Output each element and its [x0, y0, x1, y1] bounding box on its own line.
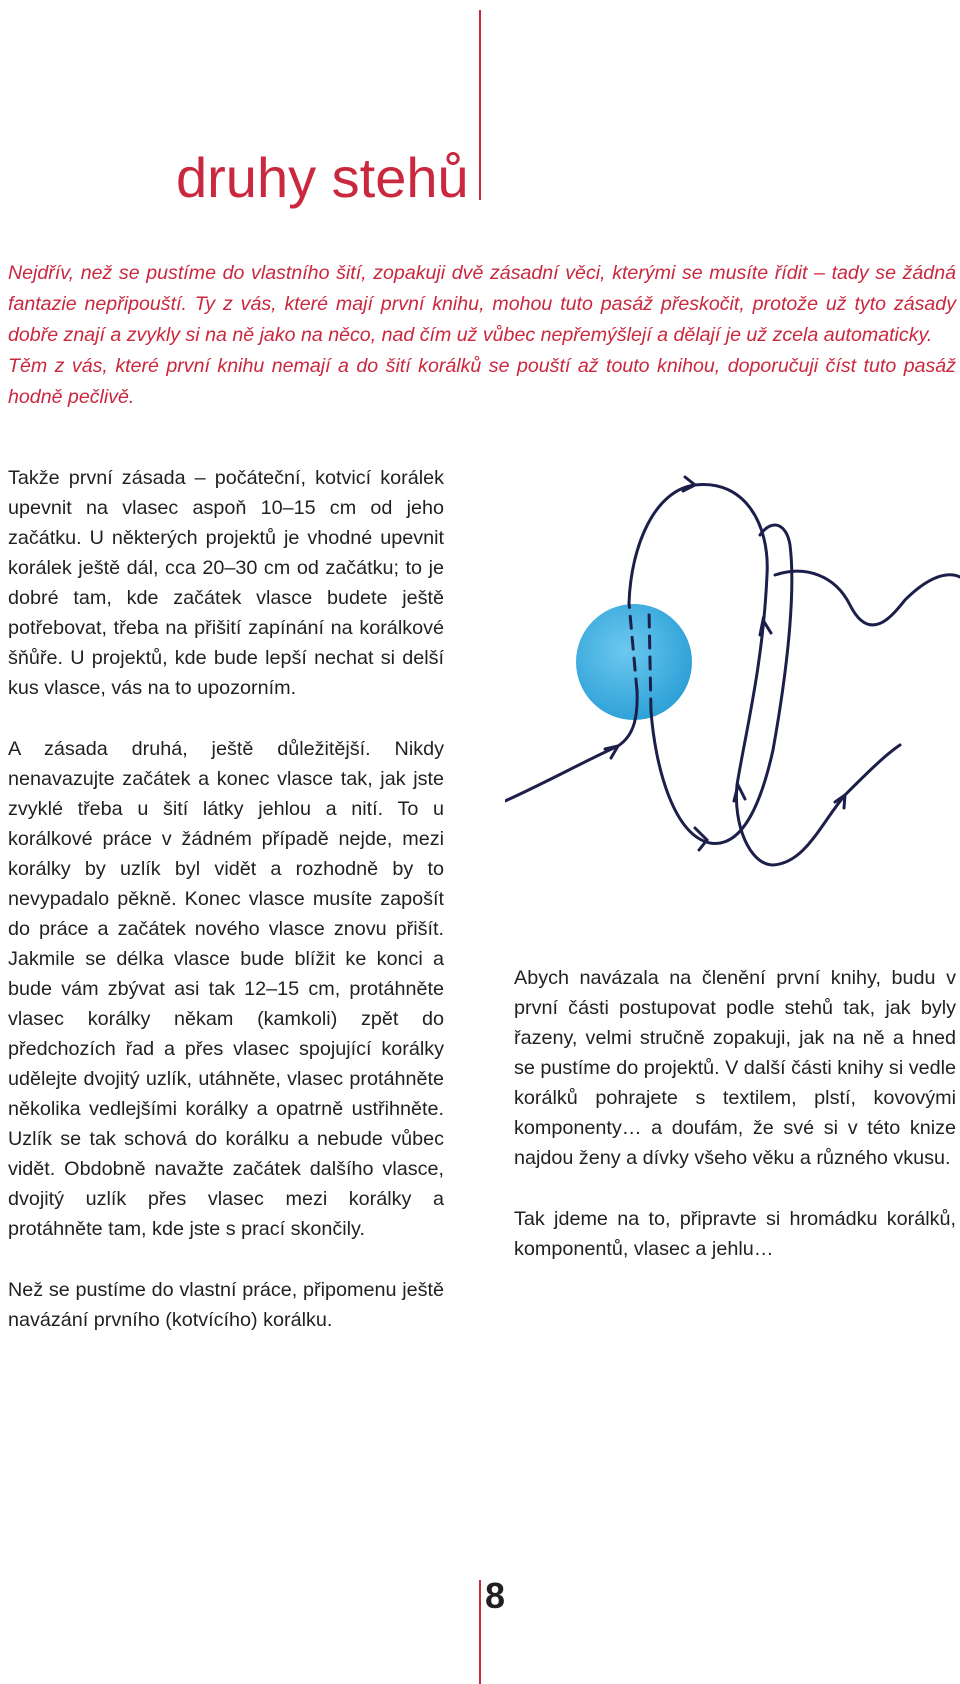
anchor-bead-paragraph: Než se pustíme do vlastní práce, připomenu ještě navázání prvního (kotvícího) korálku. [8, 1279, 444, 1331]
top-divider-line [479, 10, 481, 200]
intro-paragraph-1: Nejdřív, než se pustíme do vlastního šití, zopakuji dvě zásadní věci, kterými se musíte řídit – tady se žádná fantazie nepřipouští. Ty z vás, které mají první knihu, mohou tuto pasáž přeskočit, protože už tyto zásady dobře znají a zvykly si na ně jako na něco, nad čím už vůbec nepřemýšlejí a dělají je už zcela automaticky. [8, 262, 956, 346]
preparation-paragraph: Tak jdeme na to, připravte si hromádku korálků, komponentů, vlasec a jehlu… [514, 1208, 956, 1260]
right-column [514, 963, 956, 1295]
book-structure-paragraph: Abych navázala na členění první knihy, budu v první části postupovat podle stehů tak, jak byly řazeny, velmi stručně zopakuji, jak na ně a hned se pustíme do projektů. V další části knihy si vedle korálků pohrajete s textilem, plstí, kovovými komponenty… a doufám, že své si v této knize najdou ženy a dívky všeho věku a různého vkusu. [514, 967, 956, 1169]
intro-paragraph-2: Těm z vás, které první knihu nemají a do šití korálků se pouští až touto knihou, doporučuji číst tuto pasáž hodně pečlivě. [8, 355, 956, 408]
bottom-divider-line [479, 1580, 481, 1684]
first-rule-paragraph: Takže první zásada – počáteční, kotvicí korálek upevnit na vlasec aspoň 10–15 cm od jeho začátku. U některých projektů je vhodné upevnit korálek ještě dál, cca 20–30 cm od začátku; to je dobré tam, kde začátek vlasce budete ještě potřebovat, třeba na přišití zapínání na korálkové šňůře. U projektů, kde bude lepší nechat si delší kus vlasce, vás na to upozorním. [8, 467, 444, 699]
intro-section [8, 258, 956, 413]
arrowhead-1 [683, 477, 695, 491]
page-title: druhy stehů [176, 146, 469, 209]
page-number: 8 [485, 1575, 506, 1616]
left-column [8, 463, 444, 1366]
arrowhead-2 [760, 620, 771, 635]
thread-right-extension [775, 571, 960, 625]
second-rule-paragraph: A zásada druhá, ještě důležitější. Nikdy nenavazujte začátek a konec vlasce tak, jak jste zvyklé třeba u šití látky jehlou a nití. To u korálkové práce v žádném případě nejde, mezi korálky by uzlík byl vidět a rozhodně by to nevypadalo pěkně. Konec vlasce musíte zapošít do práce a začátek nového vlasce znovu přišít. Jakmile se délka vlasce bude blížit ke konci a bude vám zbývat asi tak 12–15 cm, protáhněte vlasec korálky někam (kamkoli) zpět do předchozích řad a přes vlasec spojující korálky udělejte dvojitý uzlík, utáhněte, vlasec protáhněte několika vedlejšími korálky a opatrně ustřihněte. Uzlík se tak schová do korálku a nebude vůbec vidět. Obdobně navažte začátek dalšího vlasce, dvojitý uzlík přes vlasec mezi korálky a protáhněte tam, kde jste s prací skončily. [8, 738, 444, 1240]
anchor-bead-diagram [505, 465, 960, 925]
